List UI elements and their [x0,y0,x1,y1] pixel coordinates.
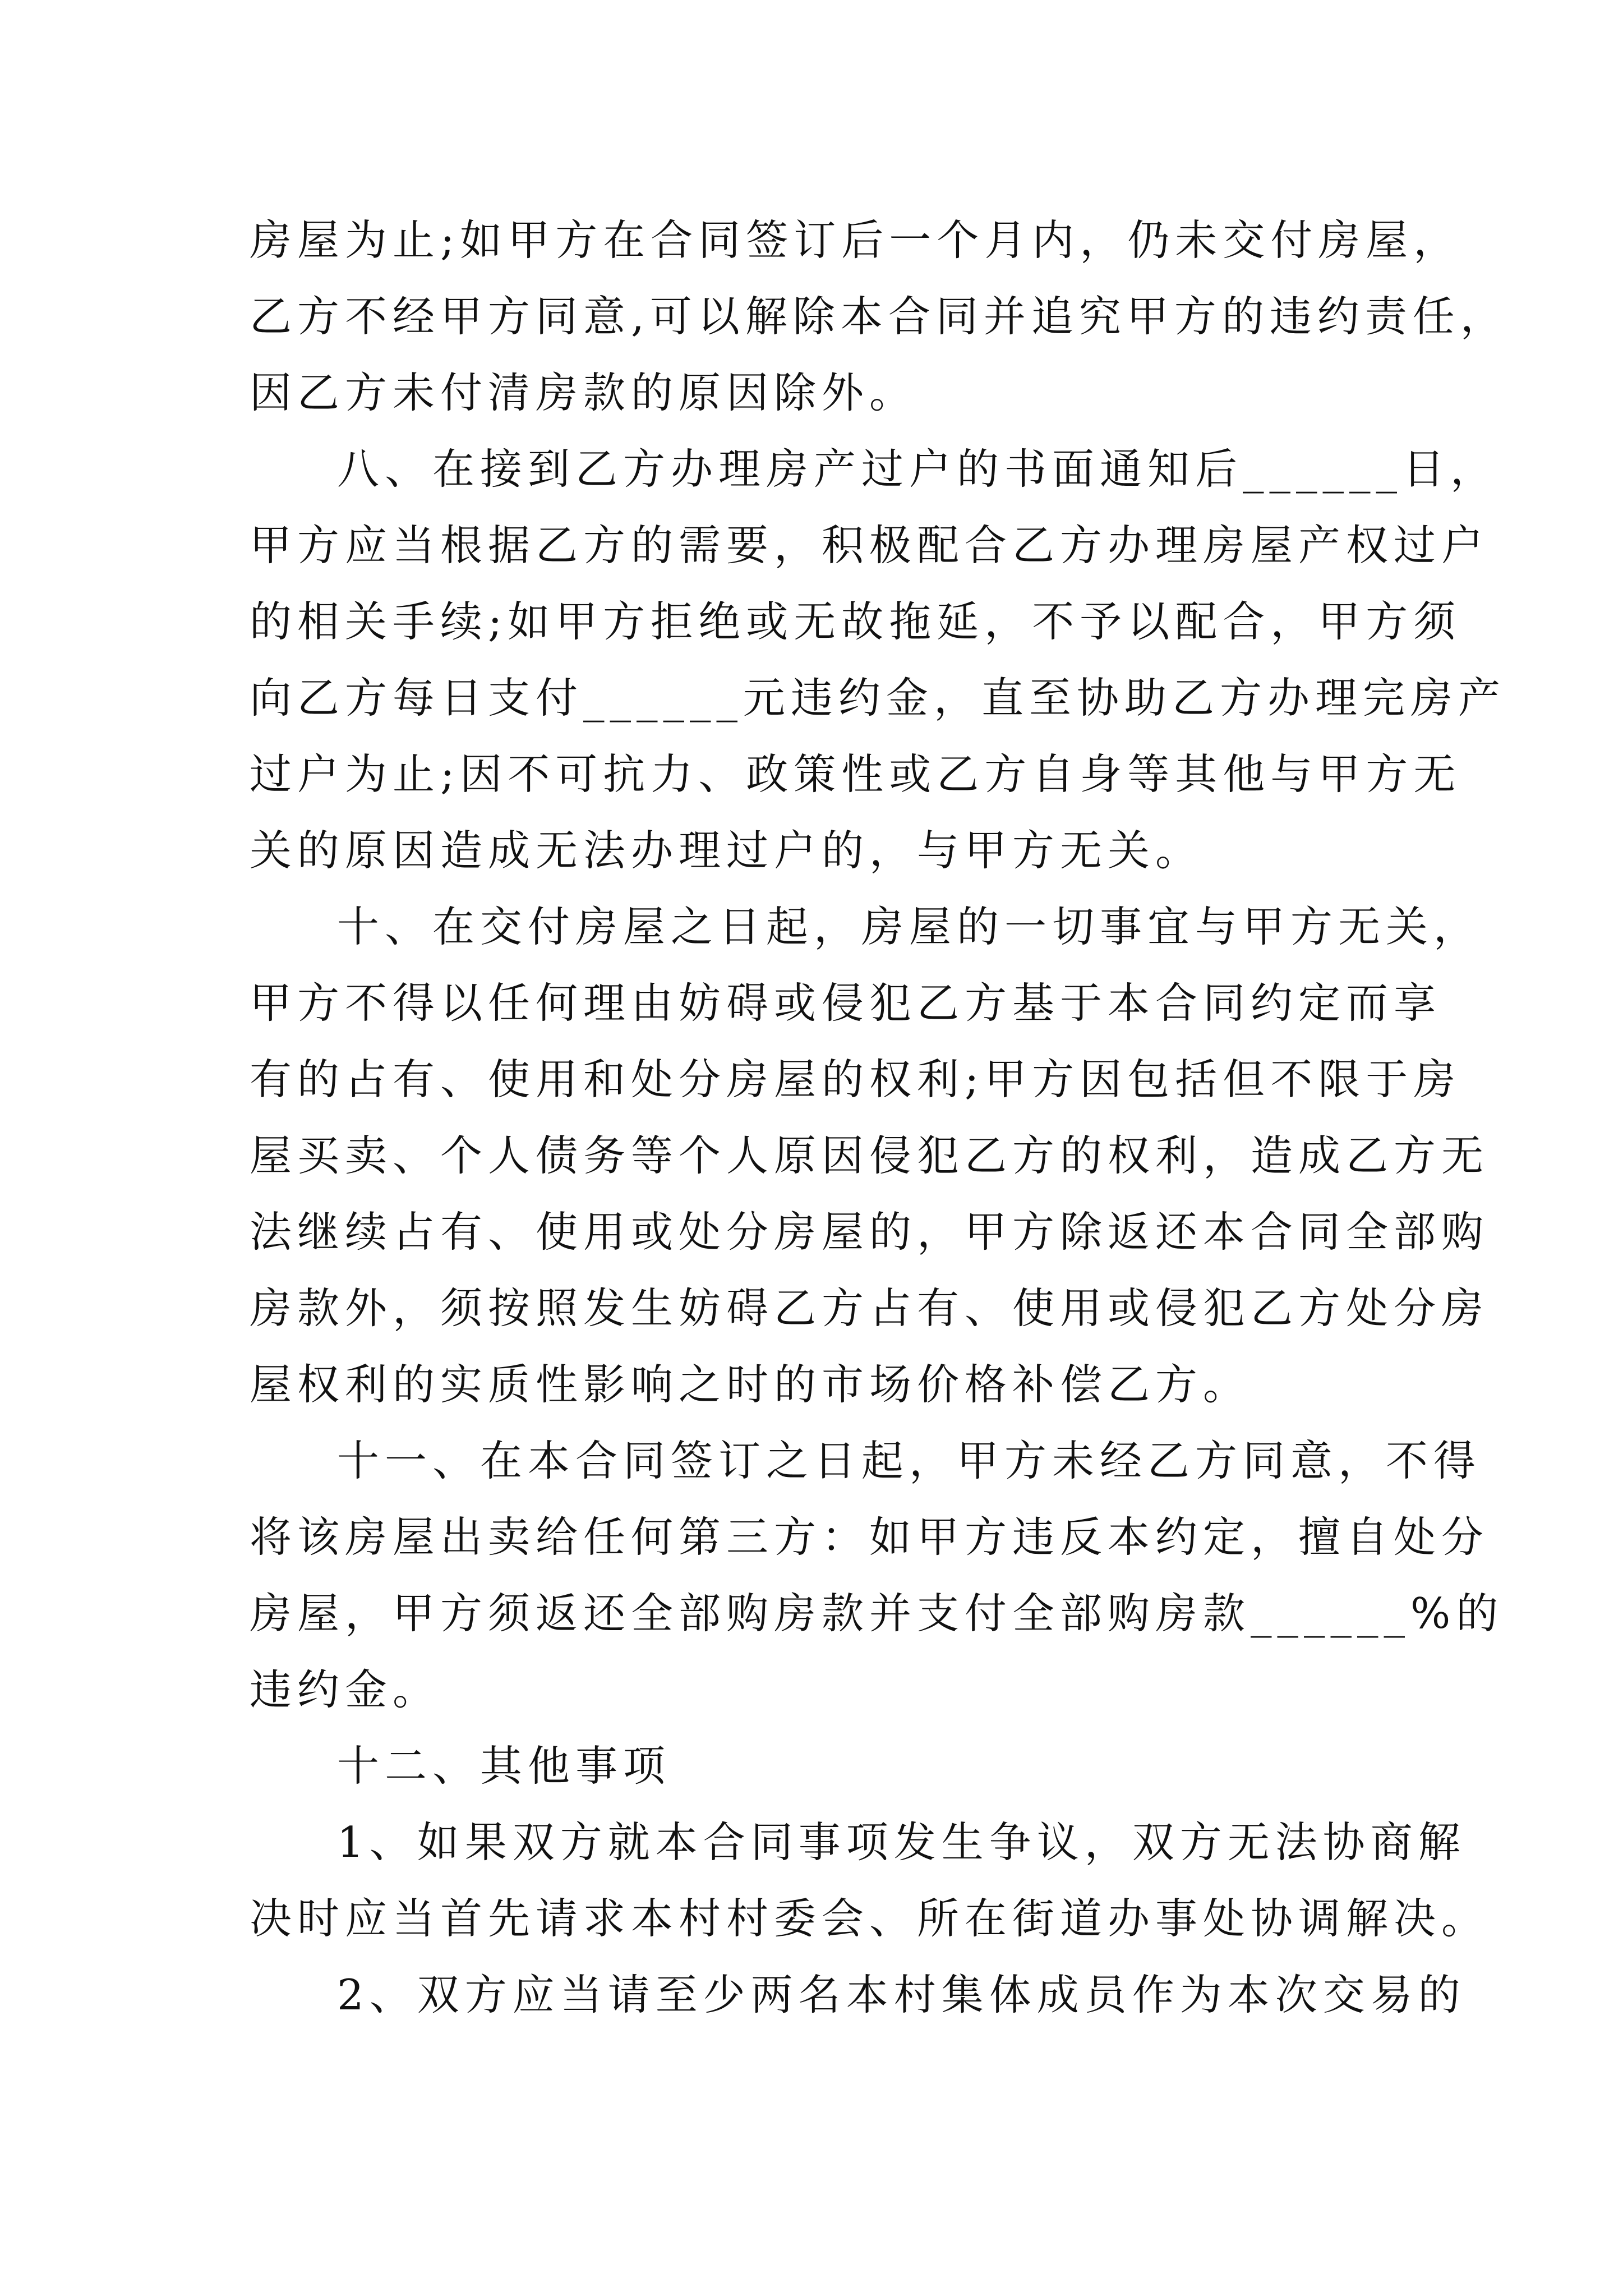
text-line: 因乙方未付清房款的原因除外。 [250,368,917,417]
clause-ten-heading-line: 十、在交付房屋之日起，房屋的一切事宜与甲方无关， [337,902,1482,951]
text-line: 法继续占有、使用或处分房屋的，甲方除返还本合同全部购 [250,1207,1490,1257]
text-line: 过户为止;因不可抗力、政策性或乙方自身等其他与甲方无 [250,749,1461,799]
text-line: 向乙方每日支付______元违约金，直至协助乙方办理完房产 [250,673,1506,723]
text-line: 甲方不得以任何理由妨碍或侵犯乙方基于本合同约定而享 [250,978,1442,1028]
text-line: 房屋，甲方须返还全部购房款并支付全部购房款______%的 [250,1589,1504,1638]
text-line: 甲方应当根据乙方的需要，积极配合乙方办理房屋产权过户 [250,521,1490,570]
item-two-line: 2、双方应当请至少两名本村集体成员作为本次交易的 [337,1970,1466,2019]
text-line: 违约金。 [250,1665,441,1714]
text-line: 有的占有、使用和处分房屋的权利;甲方因包括但不限于房 [250,1055,1461,1104]
text-line: 屋权利的实质性影响之时的市场价格补偿乙方。 [250,1360,1251,1409]
clause-eleven-heading-line: 十一、在本合同签订之日起，甲方未经乙方同意，不得 [337,1436,1482,1485]
item-one-line: 1、如果双方就本合同事项发生争议，双方无法协商解 [337,1818,1466,1867]
text-line: 决时应当首先请求本村村委会、所在街道办事处协调解决。 [250,1894,1490,1943]
text-line: 的相关手续;如甲方拒绝或无故拖延，不予以配合，甲方须 [250,597,1461,646]
clause-twelve-heading: 十二、其他事项 [337,1741,671,1791]
text-line: 将该房屋出卖给任何第三方：如甲方违反本约定，擅自处分 [250,1512,1490,1562]
text-line: 屋买卖、个人债务等个人原因侵犯乙方的权利，造成乙方无 [250,1131,1490,1180]
text-line: 关的原因造成无法办理过户的，与甲方无关。 [250,826,1204,875]
clause-eight-heading-line: 八、在接到乙方办理房产过户的书面通知后______日， [337,444,1498,494]
text-line: 房屋为止;如甲方在合同签订后一个月内，仍未交付房屋， [250,215,1461,265]
text-line: 乙方不经甲方同意,可以解除本合同并追究甲方的违约责任， [250,292,1508,341]
text-line: 房款外，须按照发生妨碍乙方占有、使用或侵犯乙方处分房 [250,1283,1490,1333]
contract-body [250,202,1508,2033]
